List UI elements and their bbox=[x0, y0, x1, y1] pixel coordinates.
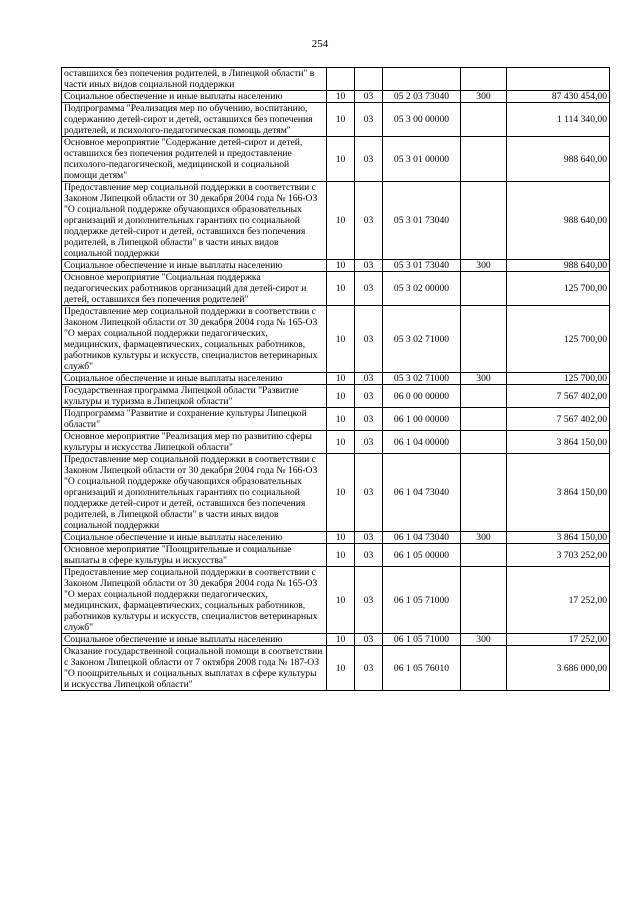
amount-cell: 87 430 454,00 bbox=[507, 91, 610, 103]
target-article-cell: 06 1 05 71000 bbox=[383, 634, 461, 646]
expense-type-cell bbox=[461, 272, 507, 306]
amount-cell: 3 686 000,00 bbox=[507, 646, 610, 691]
target-article-cell: 06 1 04 00000 bbox=[383, 431, 461, 454]
row-name-cell: Социальное обеспечение и иные выплаты населению bbox=[62, 91, 327, 103]
subsection-code-cell: 03 bbox=[355, 544, 383, 567]
target-article-cell: 06 0 00 00000 bbox=[383, 385, 461, 408]
page-number: 254 bbox=[311, 38, 329, 50]
subsection-code-cell: 03 bbox=[355, 272, 383, 306]
amount-cell: 3 864 150,00 bbox=[507, 454, 610, 532]
section-code-cell: 10 bbox=[327, 182, 355, 260]
subsection-code-cell bbox=[355, 68, 383, 91]
section-code-cell: 10 bbox=[327, 532, 355, 544]
amount-cell: 7 567 402,00 bbox=[507, 385, 610, 408]
table-row bbox=[62, 385, 610, 408]
target-article-cell: 05 3 02 71000 bbox=[383, 373, 461, 385]
amount-cell: 7 567 402,00 bbox=[507, 408, 610, 431]
row-name-cell: Оказание государственной социальной помощи в соответствии с Законом Липецкой области от 7 октября 2008 года № 187-ОЗ "О поощрительных и социальных выплатах в сфере культуры и искусства Липецкой области" bbox=[62, 646, 327, 691]
section-code-cell: 10 bbox=[327, 260, 355, 272]
subsection-code-cell: 03 bbox=[355, 91, 383, 103]
amount-cell: 125 700,00 bbox=[507, 373, 610, 385]
expense-type-cell bbox=[461, 408, 507, 431]
target-article-cell: 05 3 00 00000 bbox=[383, 103, 461, 137]
subsection-code-cell: 03 bbox=[355, 567, 383, 634]
expense-type-cell bbox=[461, 385, 507, 408]
budget-table-body bbox=[62, 68, 610, 691]
table-row bbox=[62, 103, 610, 137]
subsection-code-cell: 03 bbox=[355, 408, 383, 431]
expense-type-cell bbox=[461, 137, 507, 182]
table-row bbox=[62, 532, 610, 544]
expense-type-cell bbox=[461, 646, 507, 691]
expense-type-cell: 300 bbox=[461, 532, 507, 544]
target-article-cell: 06 1 05 76010 bbox=[383, 646, 461, 691]
table-row bbox=[62, 260, 610, 272]
section-code-cell: 10 bbox=[327, 408, 355, 431]
table-row bbox=[62, 634, 610, 646]
row-name-cell: Социальное обеспечение и иные выплаты населению bbox=[62, 634, 327, 646]
subsection-code-cell: 03 bbox=[355, 431, 383, 454]
amount-cell: 17 252,00 bbox=[507, 634, 610, 646]
table-row bbox=[62, 431, 610, 454]
target-article-cell: 05 2 03 73040 bbox=[383, 91, 461, 103]
table-row bbox=[62, 91, 610, 103]
section-code-cell: 10 bbox=[327, 567, 355, 634]
amount-cell: 988 640,00 bbox=[507, 260, 610, 272]
amount-cell: 3 864 150,00 bbox=[507, 431, 610, 454]
section-code-cell: 10 bbox=[327, 103, 355, 137]
expense-type-cell bbox=[461, 182, 507, 260]
expense-type-cell bbox=[461, 68, 507, 91]
amount-cell bbox=[507, 68, 610, 91]
target-article-cell bbox=[383, 68, 461, 91]
target-article-cell: 05 3 02 71000 bbox=[383, 306, 461, 373]
target-article-cell: 05 3 01 73040 bbox=[383, 260, 461, 272]
amount-cell: 125 700,00 bbox=[507, 272, 610, 306]
row-name-cell: Предоставление мер социальной поддержки в соответствии с Законом Липецкой области от 30 декабря 2004 года № 166-ОЗ "О социальной поддержке обучающихся образовательных организаций и дополнительных гарантиях по социальной поддержке детей-сирот и детей, оставшихся без попечения родителей, в Липецкой области" в части иных видов социальной поддержки bbox=[62, 182, 327, 260]
expense-type-cell bbox=[461, 544, 507, 567]
section-code-cell: 10 bbox=[327, 544, 355, 567]
subsection-code-cell: 03 bbox=[355, 103, 383, 137]
amount-cell: 988 640,00 bbox=[507, 182, 610, 260]
subsection-code-cell: 03 bbox=[355, 182, 383, 260]
target-article-cell: 06 1 05 00000 bbox=[383, 544, 461, 567]
section-code-cell: 10 bbox=[327, 373, 355, 385]
expense-type-cell: 300 bbox=[461, 260, 507, 272]
table-row bbox=[62, 137, 610, 182]
table-row bbox=[62, 408, 610, 431]
target-article-cell: 06 1 05 71000 bbox=[383, 567, 461, 634]
row-name-cell: оставшихся без попечения родителей, в Липецкой области" в части иных видов социальной поддержки bbox=[62, 68, 327, 91]
subsection-code-cell: 03 bbox=[355, 373, 383, 385]
section-code-cell: 10 bbox=[327, 385, 355, 408]
target-article-cell: 05 3 02 00000 bbox=[383, 272, 461, 306]
row-name-cell: Предоставление мер социальной поддержки в соответствии с Законом Липецкой области от 30 декабря 2004 года № 166-ОЗ "О социальной поддержке обучающихся образовательных организаций и дополнительных гарантиях по социальной поддержке детей-сирот и детей, оставшихся без попечения родителей, в Липецкой области" в части иных видов социальной поддержки bbox=[62, 454, 327, 532]
section-code-cell: 10 bbox=[327, 646, 355, 691]
subsection-code-cell: 03 bbox=[355, 385, 383, 408]
subsection-code-cell: 03 bbox=[355, 646, 383, 691]
budget-table bbox=[61, 67, 610, 691]
expense-type-cell bbox=[461, 431, 507, 454]
section-code-cell: 10 bbox=[327, 431, 355, 454]
section-code-cell: 10 bbox=[327, 137, 355, 182]
section-code-cell: 10 bbox=[327, 306, 355, 373]
table-row bbox=[62, 567, 610, 634]
section-code-cell bbox=[327, 68, 355, 91]
target-article-cell: 05 3 01 00000 bbox=[383, 137, 461, 182]
target-article-cell: 05 3 01 73040 bbox=[383, 182, 461, 260]
amount-cell: 3 864 150,00 bbox=[507, 532, 610, 544]
target-article-cell: 06 1 04 73040 bbox=[383, 454, 461, 532]
row-name-cell: Основное мероприятие "Социальная поддержка педагогических работников организаций для детей-сирот и детей, оставшихся без попечения родителей" bbox=[62, 272, 327, 306]
row-name-cell: Основное мероприятие "Содержание детей-сирот и детей, оставшихся без попечения родителей и предоставление психолого-педагогической, медицинской и социальной помощи детям" bbox=[62, 137, 327, 182]
table-row bbox=[62, 646, 610, 691]
row-name-cell: Социальное обеспечение и иные выплаты населению bbox=[62, 532, 327, 544]
subsection-code-cell: 03 bbox=[355, 634, 383, 646]
section-code-cell: 10 bbox=[327, 91, 355, 103]
table-row bbox=[62, 306, 610, 373]
expense-type-cell: 300 bbox=[461, 91, 507, 103]
section-code-cell: 10 bbox=[327, 634, 355, 646]
amount-cell: 988 640,00 bbox=[507, 137, 610, 182]
amount-cell: 3 703 252,00 bbox=[507, 544, 610, 567]
row-name-cell: Подпрограмма "Реализация мер по обучению, воспитанию, содержанию детей-сирот и детей, оставшихся без попечения родителей, и психолого-педагогическая помощь детям" bbox=[62, 103, 327, 137]
row-name-cell: Предоставление мер социальной поддержки в соответствии с Законом Липецкой области от 30 декабря 2004 года № 165-ОЗ "О мерах социальной поддержки педагогических, медицинских, фармацевтических, социальных работников, работников культуры и искусств, специалистов ветеринарных служб" bbox=[62, 567, 327, 634]
table-row bbox=[62, 373, 610, 385]
amount-cell: 125 700,00 bbox=[507, 306, 610, 373]
subsection-code-cell: 03 bbox=[355, 532, 383, 544]
row-name-cell: Подпрограмма "Развитие и сохранение культуры Липецкой области" bbox=[62, 408, 327, 431]
table-row bbox=[62, 272, 610, 306]
table-row bbox=[62, 454, 610, 532]
subsection-code-cell: 03 bbox=[355, 306, 383, 373]
row-name-cell: Социальное обеспечение и иные выплаты населению bbox=[62, 260, 327, 272]
subsection-code-cell: 03 bbox=[355, 260, 383, 272]
expense-type-cell bbox=[461, 567, 507, 634]
table-row bbox=[62, 182, 610, 260]
expense-type-cell bbox=[461, 454, 507, 532]
row-name-cell: Предоставление мер социальной поддержки в соответствии с Законом Липецкой области от 30 декабря 2004 года № 165-ОЗ "О мерах социальной поддержки педагогических, медицинских, фармацевтических, социальных работников, работников культуры и искусств, специалистов ветеринарных служб" bbox=[62, 306, 327, 373]
section-code-cell: 10 bbox=[327, 272, 355, 306]
amount-cell: 1 114 340,00 bbox=[507, 103, 610, 137]
table-row bbox=[62, 68, 610, 91]
section-code-cell: 10 bbox=[327, 454, 355, 532]
expense-type-cell: 300 bbox=[461, 373, 507, 385]
row-name-cell: Основное мероприятие "Поощрительные и социальные выплаты в сфере культуры и искусства" bbox=[62, 544, 327, 567]
target-article-cell: 06 1 04 73040 bbox=[383, 532, 461, 544]
amount-cell: 17 252,00 bbox=[507, 567, 610, 634]
target-article-cell: 06 1 00 00000 bbox=[383, 408, 461, 431]
row-name-cell: Основное мероприятие "Реализация мер по развитию сферы культуры и искусства Липецкой области" bbox=[62, 431, 327, 454]
table-row bbox=[62, 544, 610, 567]
row-name-cell: Государственная программа Липецкой области "Развитие культуры и туризма в Липецкой области" bbox=[62, 385, 327, 408]
subsection-code-cell: 03 bbox=[355, 454, 383, 532]
expense-type-cell: 300 bbox=[461, 634, 507, 646]
row-name-cell: Социальное обеспечение и иные выплаты населению bbox=[62, 373, 327, 385]
expense-type-cell bbox=[461, 103, 507, 137]
subsection-code-cell: 03 bbox=[355, 137, 383, 182]
expense-type-cell bbox=[461, 306, 507, 373]
